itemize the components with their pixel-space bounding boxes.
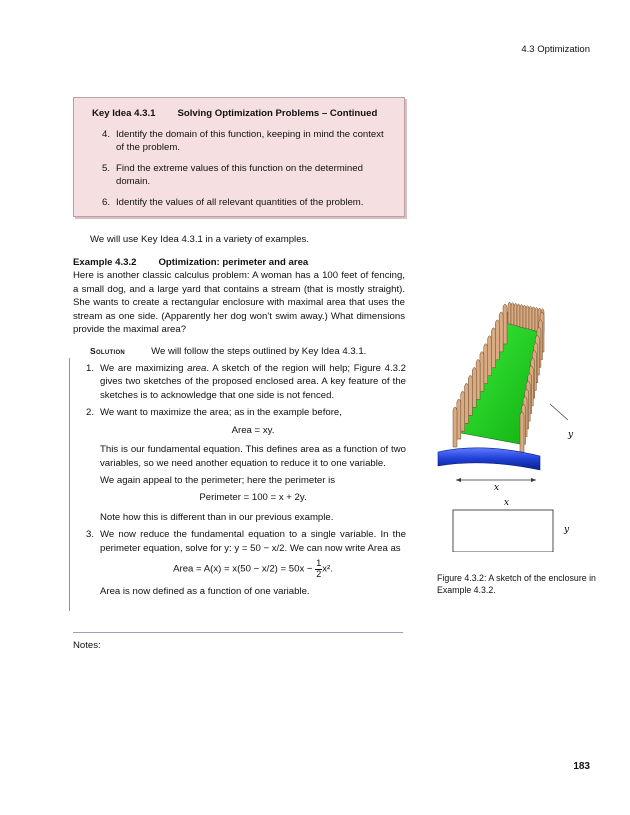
key-idea-step: 5. Find the extreme values of this function on the determined domain.	[102, 162, 363, 188]
equation-area-function: Area = A(x) = x(50 − x/2) = 50x − $\frac{1}{2}$ x².	[173, 558, 333, 579]
key-idea-heading: Solving Optimization Problems – Continued	[177, 108, 378, 119]
fence-picket	[529, 306, 532, 329]
fence-picket	[453, 407, 457, 447]
solution-step-1: 1. We are maximizing area. A sketch of the region will help; Figure 4.3.2 gives two sketches of the proposed enclosed area. A key feature of the sketches is to acknowledge that one side is not fenced.	[86, 363, 407, 401]
fence-picket	[499, 312, 503, 352]
fence-picket	[526, 306, 529, 329]
fence-picket	[480, 352, 484, 392]
enclosure-sketch	[428, 292, 593, 552]
fence-picket	[472, 367, 476, 407]
rectangle-sketch	[453, 510, 553, 552]
fence-picket	[468, 375, 472, 415]
fence-picket	[520, 412, 524, 452]
fence-picket	[461, 391, 465, 431]
key-idea-number: Key Idea 4.3.1	[92, 108, 156, 119]
page-number: 183	[573, 761, 590, 772]
fraction-one-half: $\frac{1}{2}$	[316, 558, 322, 579]
solution-step-3: 3. We now reduce the fundamental equation to a single variable. In the perimeter equation, solve for y: y = 50 − x/2. We can now write Area as Area = A(x) = x(50 − x/2) = 50x − $\frac{1}{2}$ x². Area is now defined as a function of one variable.	[86, 529, 406, 597]
figure-caption: Figure 4.3.2: A sketch of the enclosure in Example 4.3.2.	[437, 573, 596, 595]
enclosure-figure	[428, 292, 593, 552]
fence-picket	[523, 305, 526, 328]
fence-picket	[535, 307, 538, 331]
intro-paragraph: We will use Key Idea 4.3.1 in a variety of examples.	[90, 234, 309, 245]
fence-picket	[484, 344, 488, 384]
running-header: 4.3 Optimization	[521, 44, 590, 55]
stream	[438, 448, 540, 470]
notes-label: Notes:	[73, 640, 101, 651]
label-y-2d: y	[564, 525, 570, 535]
example-block	[73, 256, 405, 337]
example-title: Optimization: perimeter and area	[158, 257, 309, 268]
equation-area: Area = xy.	[231, 424, 275, 436]
fence-picket	[517, 304, 520, 327]
fence-picket	[491, 328, 495, 368]
solution-label: Solution	[90, 346, 126, 356]
key-idea-title	[92, 107, 377, 120]
fence-picket	[465, 383, 469, 423]
solution-step-2: 2. We want to maximize the area; as in the example before, Area = xy. This is our fundamental equation. This defines area as a function of two variables, so we need another equation to reduce it to one variable. We again appeal to the perimeter; here the perimeter is Perimeter = 100 = x + 2y. Note how this is different than in our previous example.	[86, 407, 406, 523]
example-text: Here is another classic calculus problem: A woman has a 100 feet of fencing, a small dog, and a large yard that contains a stream (that is mostly straight). She wants to create a rectangular enclosure with maximal area that uses the stream as one side. (Apparently her dog won’t swim away.) What dimensions provide the maximal area?	[73, 270, 405, 336]
label-x-2d: x	[504, 498, 510, 508]
fence-picket	[532, 307, 535, 331]
solution-intro	[90, 345, 405, 358]
label-x-3d: x	[494, 483, 500, 493]
fence-picket	[495, 320, 499, 360]
fence-picket	[457, 399, 461, 439]
fence-picket	[503, 304, 507, 344]
equation-perimeter: Perimeter = 100 = x + 2y.	[199, 492, 307, 504]
enclosure-2d-sketch	[453, 498, 570, 552]
solution-steps	[86, 362, 406, 602]
example-heading	[73, 256, 405, 269]
fence-picket	[520, 304, 523, 327]
fence-picket	[514, 303, 517, 325]
key-idea-steps	[102, 128, 394, 216]
label-y-3d: y	[568, 430, 574, 440]
solution-margin-rule	[69, 358, 70, 611]
example-number: Example 4.3.2	[73, 257, 137, 268]
key-idea-step: 6. Identify the values of all relevant quantities of the problem.	[102, 196, 364, 208]
enclosure-3d-sketch	[438, 302, 574, 493]
solution-intro-text: We will follow the steps outlined by Key Idea 4.3.1.	[151, 346, 367, 357]
fence-picket	[511, 303, 514, 325]
fence-picket	[488, 336, 492, 376]
notes-divider	[73, 632, 403, 633]
fence-picket	[508, 302, 511, 324]
key-idea-step: 4. Identify the domain of this function, keeping in mind the context of the problem.	[102, 129, 384, 154]
key-idea-box	[73, 97, 405, 217]
fence-picket	[476, 359, 480, 399]
